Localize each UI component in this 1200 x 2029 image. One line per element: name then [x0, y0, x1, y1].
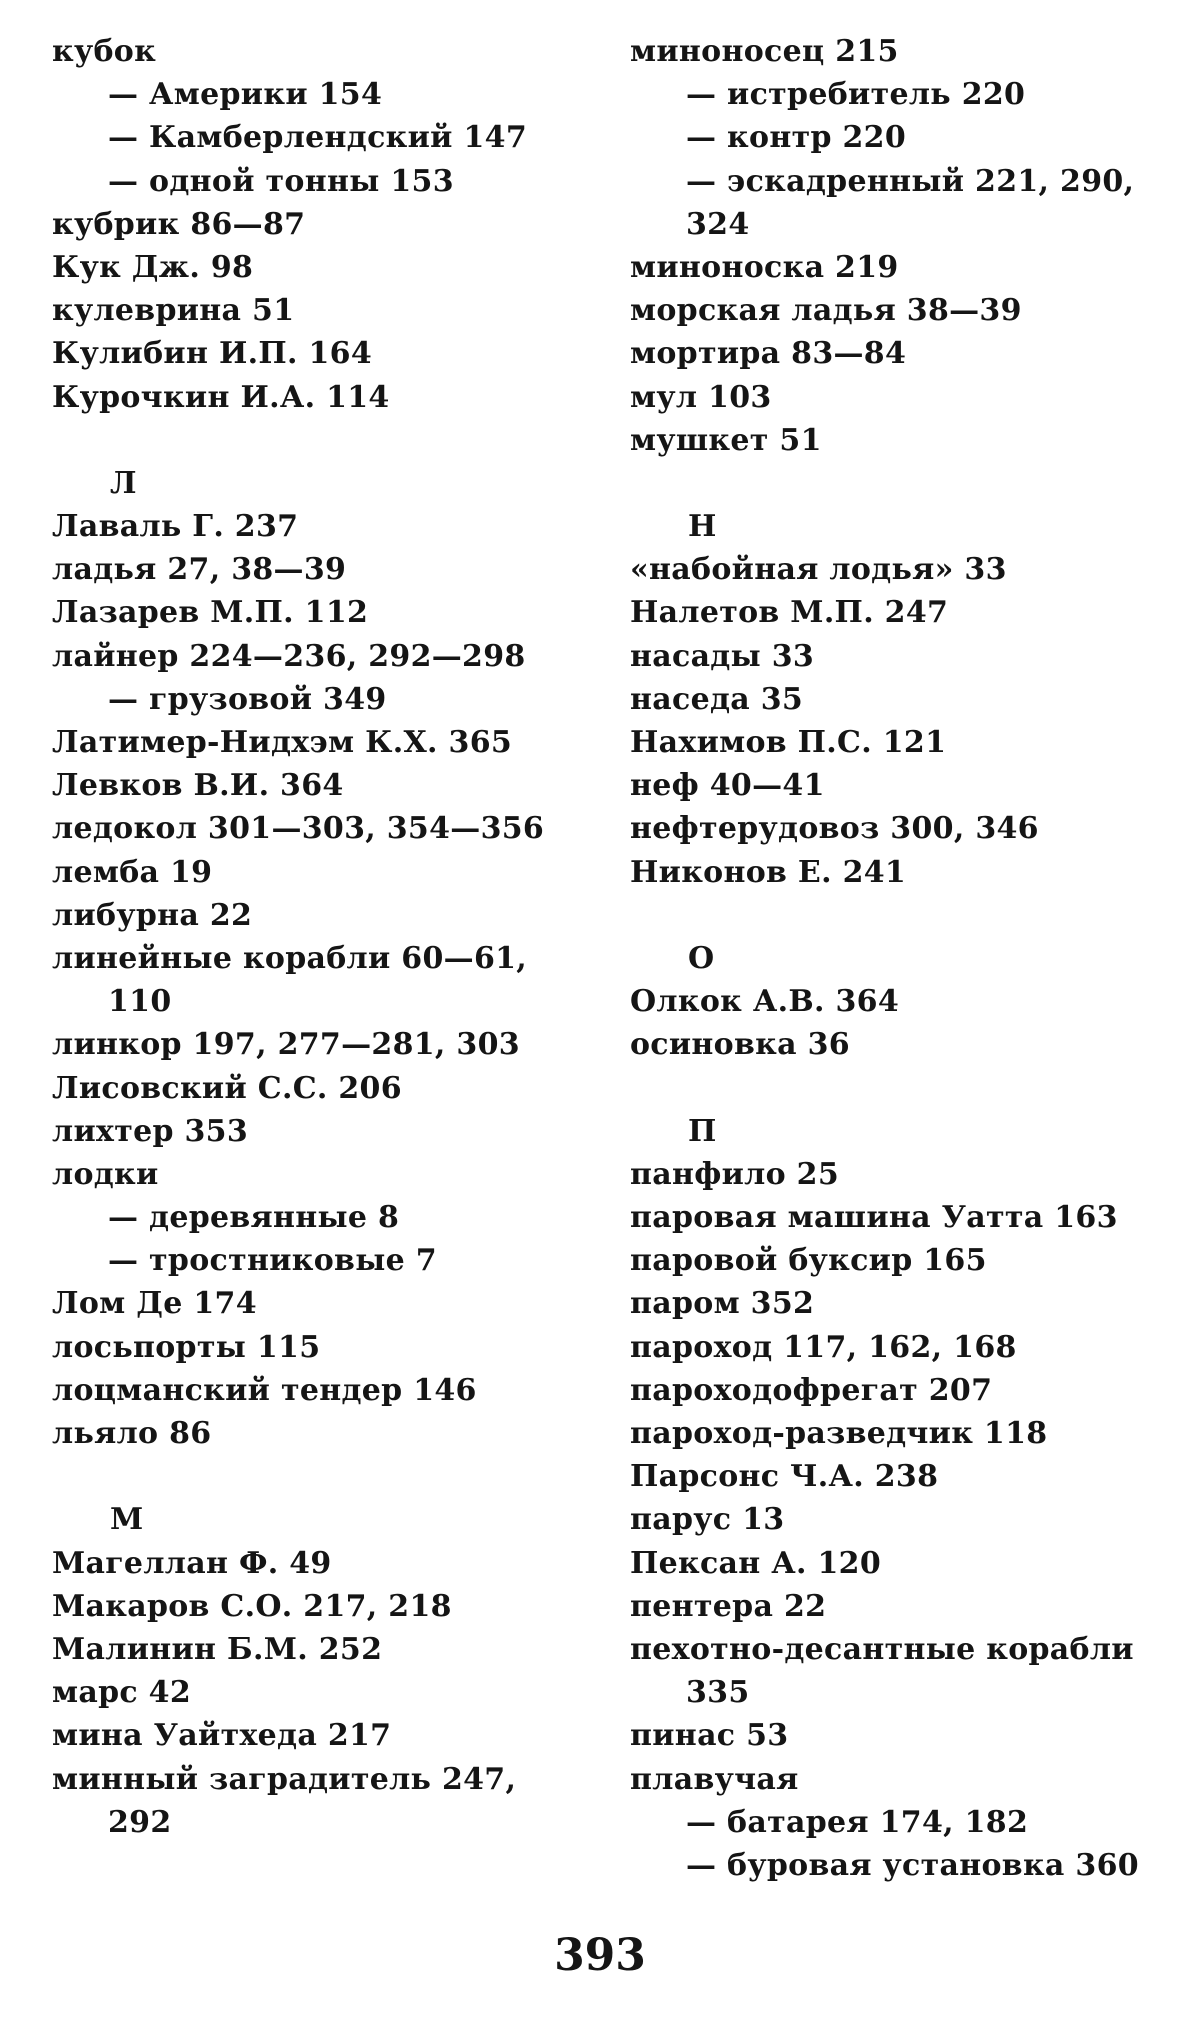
index-subentry: — эскадренный 221, 290, [686, 163, 1135, 199]
index-entry: лосьпорты 115 [52, 1329, 321, 1365]
index-entry: Кук Дж. 98 [52, 249, 254, 285]
index-entry: Лазарев М.П. 112 [52, 595, 369, 631]
index-letter-heading: Н [688, 509, 717, 545]
index-entry: паровой буксир 165 [630, 1243, 987, 1279]
index-entry: лемба 19 [52, 854, 213, 890]
index-entry: Лаваль Г. 237 [52, 509, 299, 545]
index-entry: паровая машина Уатта 163 [630, 1200, 1118, 1236]
index-entry: лихтер 353 [52, 1113, 249, 1149]
index-letter-heading: М [110, 1502, 144, 1538]
index-entry: Олкок А.В. 364 [630, 984, 900, 1020]
index-entry: мушкет 51 [630, 422, 822, 458]
index-entry: марс 42 [52, 1675, 192, 1711]
index-entry: Макаров С.О. 217, 218 [52, 1588, 452, 1624]
index-subentry: — деревянные 8 [108, 1200, 400, 1236]
index-entry: Никонов Е. 241 [630, 854, 907, 890]
index-entry: лоцманский тендер 146 [52, 1372, 477, 1408]
index-entry: кубок [52, 34, 157, 69]
index-entry: лайнер 224—236, 292—298 [52, 638, 526, 674]
index-entry: Лисовский С.С. 206 [52, 1070, 402, 1106]
index-entry: Пексан А. 120 [630, 1545, 882, 1581]
index-entry: Латимер-Нидхэм К.Х. 365 [52, 725, 513, 760]
index-subentry: — грузовой 349 [108, 681, 387, 717]
index-letter-heading: П [688, 1113, 717, 1149]
index-subentry: — тростниковые 7 [108, 1243, 437, 1279]
index-column-right [630, 30, 1190, 1887]
index-entry: Лом Де 174 [52, 1286, 257, 1322]
index-entry: мул 103 [630, 379, 772, 415]
index-entry: мортира 83—84 [630, 336, 907, 372]
index-subentry: — Америки 154 [108, 77, 383, 113]
index-entry: лодки [52, 1156, 159, 1192]
index-entry: Курочкин И.А. 114 [52, 379, 390, 415]
index-entry: миноносец 215 [630, 34, 899, 69]
index-entry: Парсонс Ч.А. 238 [630, 1459, 939, 1495]
index-entry-continuation: 110 [108, 984, 172, 1020]
index-entry: кубрик 86—87 [52, 206, 306, 242]
index-entry: мина Уайтхеда 217 [52, 1718, 392, 1754]
index-entry: Магеллан Ф. 49 [52, 1545, 332, 1581]
index-entry: Малинин Б.М. 252 [52, 1631, 383, 1667]
index-entry: либурна 22 [52, 897, 253, 933]
index-subentry: — батарея 174, 182 [686, 1804, 1029, 1840]
index-spacer [52, 1455, 612, 1498]
index-subentry: — контр 220 [686, 120, 907, 156]
index-entry: Налетов М.П. 247 [630, 595, 949, 631]
index-letter-heading: Л [110, 465, 137, 501]
index-entry: ледокол 301—303, 354—356 [52, 811, 545, 847]
index-subentry: — одной тонны 153 [108, 163, 454, 199]
index-spacer [630, 894, 1190, 937]
index-entry: пинас 53 [630, 1718, 789, 1754]
index-entry: пароход 117, 162, 168 [630, 1329, 1017, 1365]
index-entry: панфило 25 [630, 1156, 840, 1192]
index-letter-heading: О [688, 940, 715, 976]
index-subentry: — буровая установка 360 [686, 1847, 1139, 1883]
index-entry: морская ладья 38—39 [630, 293, 1022, 329]
index-entry: нефтерудовоз 300, 346 [630, 811, 1039, 847]
index-entry: наседа 35 [630, 681, 804, 717]
index-entry: паром 352 [630, 1286, 815, 1322]
index-entry-continuation: 335 [686, 1675, 750, 1711]
index-subentry: — истребитель 220 [686, 77, 1026, 113]
index-spacer [630, 462, 1190, 505]
index-entry: пентера 22 [630, 1588, 827, 1624]
index-entry: Кулибин И.П. 164 [52, 336, 372, 372]
index-entry-continuation: 292 [108, 1804, 172, 1840]
index-entry: льяло 86 [52, 1416, 212, 1451]
index-column-left [52, 30, 612, 1844]
index-entry: пехотно-десантные корабли [630, 1631, 1134, 1667]
index-entry: плавучая [630, 1761, 799, 1797]
index-entry-continuation: 324 [686, 206, 750, 242]
page-number: 393 [554, 1930, 646, 1981]
index-entry: пароходофрегат 207 [630, 1372, 993, 1408]
index-entry: линкор 197, 277—281, 303 [52, 1027, 520, 1063]
index-spacer [630, 1067, 1190, 1110]
index-entry: насады 33 [630, 638, 815, 674]
index-entry: минный заградитель 247, [52, 1761, 517, 1797]
index-entry: Нахимов П.С. 121 [630, 725, 947, 760]
index-entry: миноноска 219 [630, 249, 899, 285]
index-entry: Левков В.И. 364 [52, 768, 344, 804]
index-subentry: — Камберлендский 147 [108, 120, 527, 156]
index-entry: «набойная лодья» 33 [630, 552, 1007, 588]
index-entry: парус 13 [630, 1502, 785, 1538]
index-entry: линейные корабли 60—61, [52, 940, 528, 976]
index-entry: неф 40—41 [630, 768, 825, 804]
index-entry: кулеврина 51 [52, 293, 295, 329]
index-entry: ладья 27, 38—39 [52, 552, 347, 588]
index-entry: осиновка 36 [630, 1027, 850, 1063]
index-entry: пароход-разведчик 118 [630, 1416, 1048, 1451]
index-spacer [52, 419, 612, 462]
